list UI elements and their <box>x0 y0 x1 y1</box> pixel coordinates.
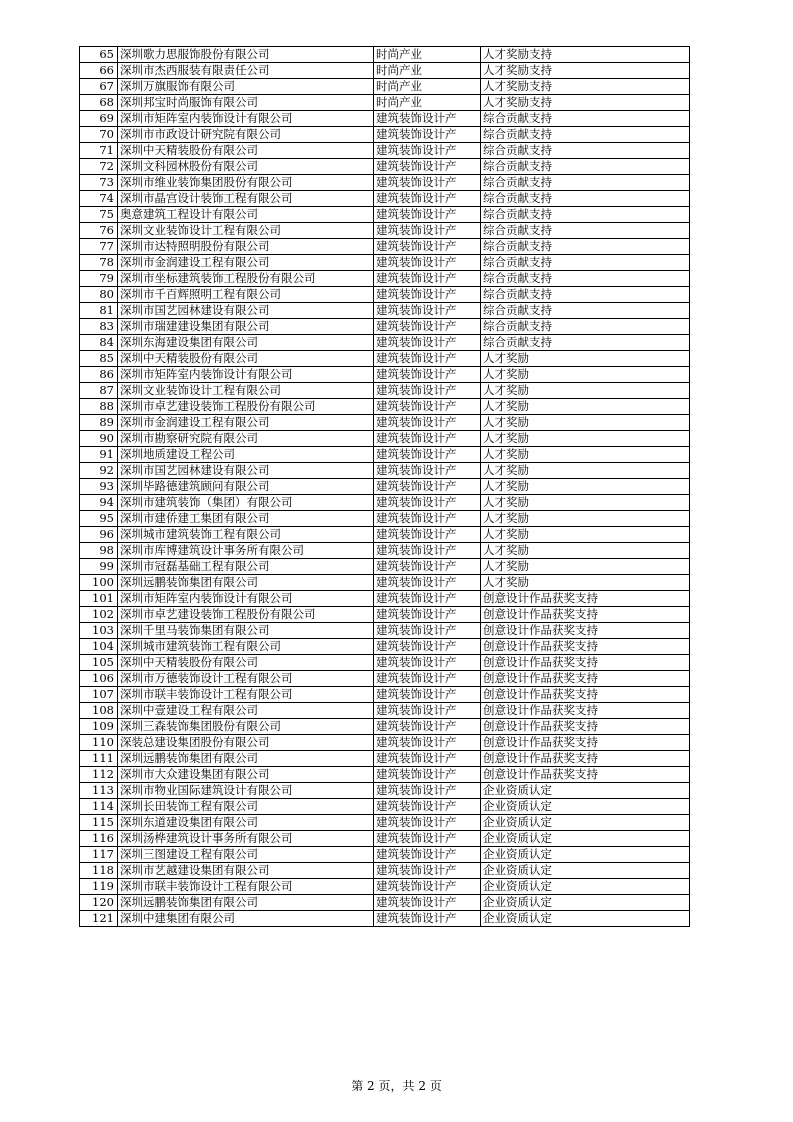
row-number-cell: 88 <box>80 399 118 415</box>
support-type-cell: 企业资质认定 <box>481 911 690 927</box>
industry-category-cell: 建筑装饰设计产 <box>374 463 481 479</box>
company-name-cell: 深圳远鹏装饰集团有限公司 <box>118 895 374 911</box>
table-row <box>80 767 690 783</box>
row-number-cell: 117 <box>80 847 118 863</box>
support-type-cell: 综合贡献支持 <box>481 207 690 223</box>
industry-category-cell: 建筑装饰设计产 <box>374 511 481 527</box>
row-number-cell: 103 <box>80 623 118 639</box>
row-number-cell: 90 <box>80 431 118 447</box>
table-row <box>80 495 690 511</box>
support-type-cell: 综合贡献支持 <box>481 175 690 191</box>
table-row <box>80 639 690 655</box>
support-type-cell: 企业资质认定 <box>481 799 690 815</box>
table-row <box>80 799 690 815</box>
support-type-cell: 创意设计作品获奖支持 <box>481 687 690 703</box>
table-row <box>80 127 690 143</box>
industry-category-cell: 建筑装饰设计产 <box>374 831 481 847</box>
support-type-cell: 人才奖励 <box>481 431 690 447</box>
support-type-cell: 人才奖励 <box>481 479 690 495</box>
table-row <box>80 399 690 415</box>
industry-category-cell: 建筑装饰设计产 <box>374 111 481 127</box>
company-name-cell: 深圳市卓艺建设装饰工程股份有限公司 <box>118 607 374 623</box>
company-name-cell: 深圳文业装饰设计工程有限公司 <box>118 223 374 239</box>
table-row <box>80 559 690 575</box>
industry-category-cell: 建筑装饰设计产 <box>374 351 481 367</box>
row-number-cell: 118 <box>80 863 118 879</box>
table-row <box>80 111 690 127</box>
table-row <box>80 703 690 719</box>
support-type-cell: 人才奖励 <box>481 415 690 431</box>
industry-category-cell: 建筑装饰设计产 <box>374 623 481 639</box>
row-number-cell: 84 <box>80 335 118 351</box>
table-row <box>80 351 690 367</box>
table-row <box>80 207 690 223</box>
company-name-cell: 深圳三森装饰集团股份有限公司 <box>118 719 374 735</box>
industry-category-cell: 建筑装饰设计产 <box>374 255 481 271</box>
company-name-cell: 深圳毕路德建筑顾问有限公司 <box>118 479 374 495</box>
industry-category-cell: 建筑装饰设计产 <box>374 127 481 143</box>
row-number-cell: 114 <box>80 799 118 815</box>
table-row <box>80 383 690 399</box>
industry-category-cell: 时尚产业 <box>374 63 481 79</box>
support-type-cell: 综合贡献支持 <box>481 191 690 207</box>
industry-category-cell: 建筑装饰设计产 <box>374 559 481 575</box>
row-number-cell: 100 <box>80 575 118 591</box>
company-name-cell: 深圳市卓艺建设装饰工程股份有限公司 <box>118 399 374 415</box>
industry-category-cell: 建筑装饰设计产 <box>374 783 481 799</box>
company-name-cell: 深圳地质建设工程公司 <box>118 447 374 463</box>
table-row <box>80 479 690 495</box>
support-type-cell: 人才奖励 <box>481 383 690 399</box>
industry-category-cell: 建筑装饰设计产 <box>374 431 481 447</box>
company-name-cell: 深圳市杰西服装有限责任公司 <box>118 63 374 79</box>
table-row <box>80 79 690 95</box>
row-number-cell: 110 <box>80 735 118 751</box>
table-row <box>80 319 690 335</box>
table-row <box>80 575 690 591</box>
row-number-cell: 80 <box>80 287 118 303</box>
row-number-cell: 93 <box>80 479 118 495</box>
table-row <box>80 431 690 447</box>
table-row <box>80 239 690 255</box>
support-type-cell: 综合贡献支持 <box>481 303 690 319</box>
industry-category-cell: 建筑装饰设计产 <box>374 335 481 351</box>
row-number-cell: 69 <box>80 111 118 127</box>
support-type-cell: 综合贡献支持 <box>481 335 690 351</box>
industry-category-cell: 建筑装饰设计产 <box>374 911 481 927</box>
company-name-cell: 深圳市联丰装饰设计工程有限公司 <box>118 879 374 895</box>
company-name-cell: 深圳市金润建设工程有限公司 <box>118 255 374 271</box>
company-name-cell: 深圳文科园林股份有限公司 <box>118 159 374 175</box>
row-number-cell: 67 <box>80 79 118 95</box>
company-name-cell: 深圳城市建筑装饰工程有限公司 <box>118 527 374 543</box>
support-type-cell: 人才奖励支持 <box>481 95 690 111</box>
support-type-cell: 人才奖励 <box>481 463 690 479</box>
industry-category-cell: 建筑装饰设计产 <box>374 287 481 303</box>
table-row <box>80 655 690 671</box>
table-row <box>80 367 690 383</box>
row-number-cell: 116 <box>80 831 118 847</box>
page-footer: 第 2 页，共 2 页 <box>351 1079 442 1093</box>
support-type-cell: 综合贡献支持 <box>481 223 690 239</box>
row-number-cell: 83 <box>80 319 118 335</box>
row-number-cell: 111 <box>80 751 118 767</box>
company-name-cell: 深圳市矩阵室内装饰设计有限公司 <box>118 111 374 127</box>
industry-category-cell: 建筑装饰设计产 <box>374 479 481 495</box>
support-type-cell: 创意设计作品获奖支持 <box>481 623 690 639</box>
table-row <box>80 527 690 543</box>
support-type-cell: 创意设计作品获奖支持 <box>481 591 690 607</box>
row-number-cell: 77 <box>80 239 118 255</box>
row-number-cell: 120 <box>80 895 118 911</box>
support-type-cell: 人才奖励 <box>481 447 690 463</box>
table-row <box>80 223 690 239</box>
company-name-cell: 深圳歌力思服饰股份有限公司 <box>118 47 374 63</box>
table-row <box>80 607 690 623</box>
row-number-cell: 101 <box>80 591 118 607</box>
company-name-cell: 深圳中壹建设工程有限公司 <box>118 703 374 719</box>
industry-category-cell: 建筑装饰设计产 <box>374 207 481 223</box>
table-row <box>80 143 690 159</box>
row-number-cell: 106 <box>80 671 118 687</box>
industry-category-cell: 建筑装饰设计产 <box>374 799 481 815</box>
support-type-cell: 创意设计作品获奖支持 <box>481 639 690 655</box>
table-row <box>80 719 690 735</box>
row-number-cell: 91 <box>80 447 118 463</box>
industry-category-cell: 建筑装饰设计产 <box>374 495 481 511</box>
support-type-cell: 人才奖励 <box>481 351 690 367</box>
industry-category-cell: 建筑装饰设计产 <box>374 767 481 783</box>
table-row <box>80 415 690 431</box>
industry-category-cell: 建筑装饰设计产 <box>374 399 481 415</box>
table-row <box>80 303 690 319</box>
table-row <box>80 287 690 303</box>
support-type-cell: 综合贡献支持 <box>481 287 690 303</box>
row-number-cell: 109 <box>80 719 118 735</box>
industry-category-cell: 建筑装饰设计产 <box>374 143 481 159</box>
row-number-cell: 73 <box>80 175 118 191</box>
industry-category-cell: 建筑装饰设计产 <box>374 879 481 895</box>
support-type-cell: 企业资质认定 <box>481 895 690 911</box>
support-type-cell: 综合贡献支持 <box>481 239 690 255</box>
industry-category-cell: 建筑装饰设计产 <box>374 735 481 751</box>
company-name-cell: 深圳千里马装饰集团有限公司 <box>118 623 374 639</box>
row-number-cell: 105 <box>80 655 118 671</box>
industry-category-cell: 建筑装饰设计产 <box>374 815 481 831</box>
support-type-cell: 创意设计作品获奖支持 <box>481 767 690 783</box>
company-name-cell: 深圳市联丰装饰设计工程有限公司 <box>118 687 374 703</box>
row-number-cell: 112 <box>80 767 118 783</box>
industry-category-cell: 建筑装饰设计产 <box>374 607 481 623</box>
industry-category-cell: 建筑装饰设计产 <box>374 543 481 559</box>
table-row <box>80 335 690 351</box>
row-number-cell: 119 <box>80 879 118 895</box>
company-name-cell: 深圳中天精装股份有限公司 <box>118 351 374 367</box>
company-name-cell: 深圳市物业国际建筑设计有限公司 <box>118 783 374 799</box>
company-name-cell: 深圳市坐标建筑装饰工程股份有限公司 <box>118 271 374 287</box>
support-type-cell: 人才奖励支持 <box>481 79 690 95</box>
table-row <box>80 831 690 847</box>
company-name-cell: 深圳万旗服饰有限公司 <box>118 79 374 95</box>
company-name-cell: 深圳东道建设集团有限公司 <box>118 815 374 831</box>
table-row <box>80 591 690 607</box>
support-type-cell: 人才奖励 <box>481 527 690 543</box>
support-type-cell: 企业资质认定 <box>481 815 690 831</box>
table-row <box>80 735 690 751</box>
industry-category-cell: 建筑装饰设计产 <box>374 751 481 767</box>
table-row <box>80 751 690 767</box>
company-name-cell: 深圳市艺越建设集团有限公司 <box>118 863 374 879</box>
industry-category-cell: 建筑装饰设计产 <box>374 271 481 287</box>
row-number-cell: 99 <box>80 559 118 575</box>
row-number-cell: 85 <box>80 351 118 367</box>
industry-category-cell: 建筑装饰设计产 <box>374 239 481 255</box>
table-row <box>80 191 690 207</box>
table-row <box>80 447 690 463</box>
support-type-cell: 企业资质认定 <box>481 879 690 895</box>
table-row <box>80 47 690 63</box>
support-type-cell: 人才奖励 <box>481 367 690 383</box>
support-type-cell: 企业资质认定 <box>481 863 690 879</box>
support-type-cell: 人才奖励 <box>481 399 690 415</box>
industry-category-cell: 建筑装饰设计产 <box>374 191 481 207</box>
company-name-cell: 深圳邦宝时尚服饰有限公司 <box>118 95 374 111</box>
table-row <box>80 271 690 287</box>
industry-category-cell: 建筑装饰设计产 <box>374 319 481 335</box>
company-name-cell: 深圳东海建设集团有限公司 <box>118 335 374 351</box>
table-row <box>80 815 690 831</box>
table-body <box>80 47 690 927</box>
row-number-cell: 98 <box>80 543 118 559</box>
company-name-cell: 深圳城市建筑装饰工程有限公司 <box>118 639 374 655</box>
industry-category-cell: 建筑装饰设计产 <box>374 671 481 687</box>
support-type-cell: 综合贡献支持 <box>481 271 690 287</box>
company-name-cell: 奥意建筑工程设计有限公司 <box>118 207 374 223</box>
table-row <box>80 895 690 911</box>
table-row <box>80 255 690 271</box>
company-name-cell: 深圳市建侨建工集团有限公司 <box>118 511 374 527</box>
row-number-cell: 76 <box>80 223 118 239</box>
support-type-cell: 企业资质认定 <box>481 847 690 863</box>
industry-category-cell: 建筑装饰设计产 <box>374 847 481 863</box>
row-number-cell: 115 <box>80 815 118 831</box>
row-number-cell: 95 <box>80 511 118 527</box>
company-list-table <box>79 46 690 927</box>
company-name-cell: 深圳市矩阵室内装饰设计有限公司 <box>118 591 374 607</box>
industry-category-cell: 建筑装饰设计产 <box>374 415 481 431</box>
company-name-cell: 深圳中天精装股份有限公司 <box>118 143 374 159</box>
row-number-cell: 75 <box>80 207 118 223</box>
company-name-cell: 深圳市金润建设工程有限公司 <box>118 415 374 431</box>
table-row <box>80 879 690 895</box>
industry-category-cell: 建筑装饰设计产 <box>374 719 481 735</box>
row-number-cell: 86 <box>80 367 118 383</box>
industry-category-cell: 建筑装饰设计产 <box>374 383 481 399</box>
company-name-cell: 深圳市大众建设集团有限公司 <box>118 767 374 783</box>
table-row <box>80 463 690 479</box>
company-name-cell: 深圳文业装饰设计工程有限公司 <box>118 383 374 399</box>
company-name-cell: 深圳三图建设工程有限公司 <box>118 847 374 863</box>
table-row <box>80 511 690 527</box>
support-type-cell: 人才奖励支持 <box>481 63 690 79</box>
company-name-cell: 深圳市矩阵室内装饰设计有限公司 <box>118 367 374 383</box>
support-type-cell: 综合贡献支持 <box>481 127 690 143</box>
row-number-cell: 104 <box>80 639 118 655</box>
table-row <box>80 863 690 879</box>
company-name-cell: 深圳市达特照明股份有限公司 <box>118 239 374 255</box>
company-name-cell: 深圳市建筑装饰（集团）有限公司 <box>118 495 374 511</box>
industry-category-cell: 建筑装饰设计产 <box>374 303 481 319</box>
table-row <box>80 159 690 175</box>
table-row <box>80 847 690 863</box>
table-row <box>80 783 690 799</box>
table-row <box>80 543 690 559</box>
industry-category-cell: 时尚产业 <box>374 47 481 63</box>
support-type-cell: 创意设计作品获奖支持 <box>481 671 690 687</box>
table-row <box>80 95 690 111</box>
support-type-cell: 创意设计作品获奖支持 <box>481 735 690 751</box>
support-type-cell: 人才奖励支持 <box>481 47 690 63</box>
support-type-cell: 人才奖励 <box>481 543 690 559</box>
company-name-cell: 深圳长田装饰工程有限公司 <box>118 799 374 815</box>
row-number-cell: 68 <box>80 95 118 111</box>
company-name-cell: 深装总建设集团股份有限公司 <box>118 735 374 751</box>
support-type-cell: 创意设计作品获奖支持 <box>481 655 690 671</box>
row-number-cell: 89 <box>80 415 118 431</box>
company-name-cell: 深圳市冠磊基础工程有限公司 <box>118 559 374 575</box>
row-number-cell: 71 <box>80 143 118 159</box>
support-type-cell: 创意设计作品获奖支持 <box>481 751 690 767</box>
company-name-cell: 深圳市库博建筑设计事务所有限公司 <box>118 543 374 559</box>
row-number-cell: 121 <box>80 911 118 927</box>
company-name-cell: 深圳中天精装股份有限公司 <box>118 655 374 671</box>
row-number-cell: 108 <box>80 703 118 719</box>
industry-category-cell: 建筑装饰设计产 <box>374 591 481 607</box>
support-type-cell: 人才奖励 <box>481 575 690 591</box>
company-name-cell: 深圳市国艺园林建设有限公司 <box>118 463 374 479</box>
industry-category-cell: 时尚产业 <box>374 95 481 111</box>
table-row <box>80 175 690 191</box>
support-type-cell: 企业资质认定 <box>481 831 690 847</box>
industry-category-cell: 建筑装饰设计产 <box>374 159 481 175</box>
row-number-cell: 102 <box>80 607 118 623</box>
row-number-cell: 96 <box>80 527 118 543</box>
company-name-cell: 深圳市晶宫设计装饰工程有限公司 <box>118 191 374 207</box>
support-type-cell: 创意设计作品获奖支持 <box>481 607 690 623</box>
row-number-cell: 81 <box>80 303 118 319</box>
industry-category-cell: 建筑装饰设计产 <box>374 447 481 463</box>
row-number-cell: 65 <box>80 47 118 63</box>
row-number-cell: 66 <box>80 63 118 79</box>
industry-category-cell: 建筑装饰设计产 <box>374 655 481 671</box>
support-type-cell: 创意设计作品获奖支持 <box>481 719 690 735</box>
company-name-cell: 深圳市万德装饰设计工程有限公司 <box>118 671 374 687</box>
industry-category-cell: 建筑装饰设计产 <box>374 223 481 239</box>
company-name-cell: 深圳汤桦建筑设计事务所有限公司 <box>118 831 374 847</box>
company-name-cell: 深圳市国艺园林建设有限公司 <box>118 303 374 319</box>
row-number-cell: 74 <box>80 191 118 207</box>
support-type-cell: 创意设计作品获奖支持 <box>481 703 690 719</box>
support-type-cell: 综合贡献支持 <box>481 255 690 271</box>
support-type-cell: 综合贡献支持 <box>481 111 690 127</box>
row-number-cell: 72 <box>80 159 118 175</box>
company-name-cell: 深圳市千百辉照明工程有限公司 <box>118 287 374 303</box>
table-row <box>80 623 690 639</box>
support-type-cell: 综合贡献支持 <box>481 159 690 175</box>
support-type-cell: 人才奖励 <box>481 559 690 575</box>
table-row <box>80 63 690 79</box>
support-type-cell: 人才奖励 <box>481 495 690 511</box>
row-number-cell: 78 <box>80 255 118 271</box>
company-name-cell: 深圳市瑞建建设集团有限公司 <box>118 319 374 335</box>
industry-category-cell: 建筑装饰设计产 <box>374 575 481 591</box>
row-number-cell: 79 <box>80 271 118 287</box>
industry-category-cell: 建筑装饰设计产 <box>374 175 481 191</box>
support-type-cell: 综合贡献支持 <box>481 319 690 335</box>
table-row <box>80 911 690 927</box>
industry-category-cell: 时尚产业 <box>374 79 481 95</box>
industry-category-cell: 建筑装饰设计产 <box>374 703 481 719</box>
industry-category-cell: 建筑装饰设计产 <box>374 367 481 383</box>
support-type-cell: 人才奖励 <box>481 511 690 527</box>
table-row <box>80 687 690 703</box>
row-number-cell: 107 <box>80 687 118 703</box>
row-number-cell: 70 <box>80 127 118 143</box>
company-name-cell: 深圳市市政设计研究院有限公司 <box>118 127 374 143</box>
support-type-cell: 企业资质认定 <box>481 783 690 799</box>
industry-category-cell: 建筑装饰设计产 <box>374 639 481 655</box>
row-number-cell: 94 <box>80 495 118 511</box>
table-row <box>80 671 690 687</box>
industry-category-cell: 建筑装饰设计产 <box>374 687 481 703</box>
industry-category-cell: 建筑装饰设计产 <box>374 895 481 911</box>
company-name-cell: 深圳市维业装饰集团股份有限公司 <box>118 175 374 191</box>
row-number-cell: 92 <box>80 463 118 479</box>
row-number-cell: 113 <box>80 783 118 799</box>
industry-category-cell: 建筑装饰设计产 <box>374 527 481 543</box>
company-name-cell: 深圳市勘察研究院有限公司 <box>118 431 374 447</box>
row-number-cell: 87 <box>80 383 118 399</box>
company-name-cell: 深圳远鹏装饰集团有限公司 <box>118 751 374 767</box>
company-name-cell: 深圳中建集团有限公司 <box>118 911 374 927</box>
support-type-cell: 综合贡献支持 <box>481 143 690 159</box>
company-name-cell: 深圳远鹏装饰集团有限公司 <box>118 575 374 591</box>
industry-category-cell: 建筑装饰设计产 <box>374 863 481 879</box>
